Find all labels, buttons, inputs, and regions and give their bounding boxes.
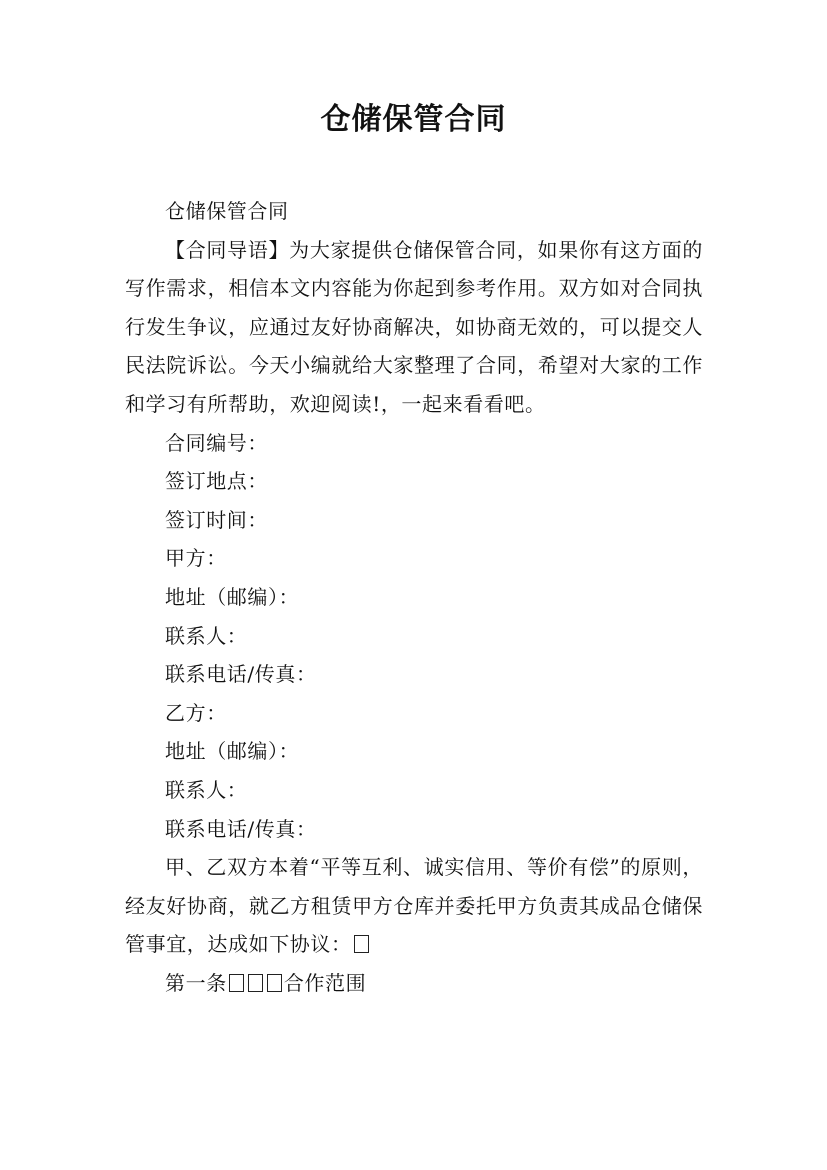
- field-party-a-phone: 联系电话/传真：: [165, 662, 317, 687]
- article-1-prefix: 第一条: [165, 970, 227, 995]
- placeholder-box-icon: [248, 974, 263, 992]
- article-1-title: 合作范围: [283, 970, 367, 995]
- field-party-a-address: 地址（邮编）：: [165, 584, 300, 609]
- placeholder-box-icon: [229, 974, 244, 992]
- field-sign-time: 签订时间：: [165, 507, 268, 532]
- agreement-text: 甲、乙双方本着“平等互利、诚实信用、等价有偿”的原则，经友好协商，就乙方租赁甲方仓库并委托甲方负责其成品仓储保管事宜，达成如下协议：: [125, 855, 703, 957]
- placeholder-box-icon: [354, 935, 369, 953]
- field-party-a: 甲方：: [165, 546, 227, 571]
- document-body: [125, 192, 703, 1002]
- placeholder-box-icon: [267, 974, 282, 992]
- field-party-b-address: 地址（邮编）：: [165, 739, 300, 764]
- field-party-b-contact: 联系人：: [165, 777, 248, 802]
- field-party-b-phone: 联系电话/传真：: [165, 816, 317, 841]
- document-title: 仓储保管合同: [320, 102, 507, 137]
- article-1-heading: [125, 964, 703, 1003]
- field-contract-number: 合同编号：: [165, 430, 268, 455]
- field-party-a-contact: 联系人：: [165, 623, 248, 648]
- intro-paragraph: 【合同导语】为大家提供仓储保管合同，如果你有这方面的写作需求，相信本文内容能为你起到参考作用。双方如对合同执行发生争议，应通过友好协商解决，如协商无效的，可以提交人民法院诉讼。今天小编就给大家整理了合同，希望对大家的工作和学习有所帮助，欢迎阅读!，一起来看看吧。: [125, 237, 703, 416]
- field-party-b: 乙方：: [165, 700, 227, 725]
- field-sign-place: 签订地点：: [165, 469, 268, 494]
- agreement-paragraph: [125, 848, 703, 964]
- subtitle-paragraph: 仓储保管合同: [165, 199, 289, 223]
